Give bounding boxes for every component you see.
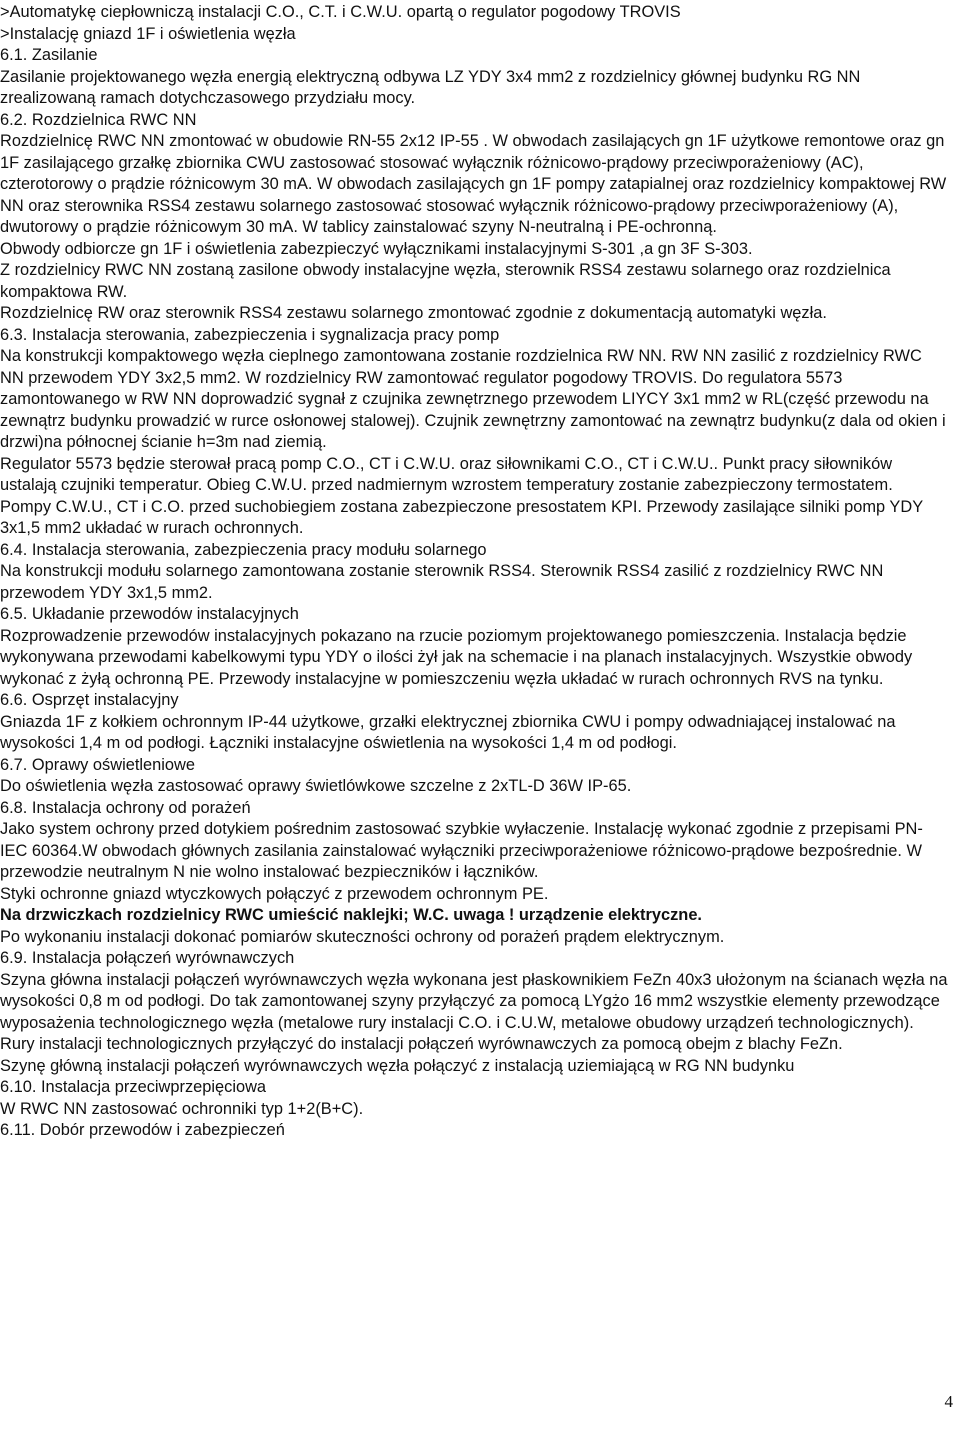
paragraph-measurements: Po wykonaniu instalacji dokonać pomiarów skuteczności ochrony od porażeń prądem elektrycznym. [0, 927, 725, 946]
section-heading-6-6: 6.6. Osprzęt instalacyjny [0, 691, 179, 709]
document-body [0, 2, 948, 1142]
section-heading-6-1: 6.1. Zasilanie [0, 46, 98, 64]
paragraph-solar-module: Na konstrukcji modułu solarnego zamontowana zostanie sterownik RSS4. Sterownik RSS4 zasilić z rozdzielnicy RWC NN przewodem YDY 3x1,5 mm2. [0, 562, 884, 602]
paragraph-rwc-feeds: Z rozdzielnicy RWC NN zostaną zasilone obwody instalacyjne węzła, sterownik RSS4 zestawu solarnego oraz rozdzielnica kompaktowa RW. [0, 261, 891, 301]
paragraph-luminaires: Do oświetlenia węzła zastosować oprawy świetlówkowe szczelne z 2xTL-D 36W IP-65. [0, 777, 632, 795]
paragraph-accessories: Gniazda 1F z kołkiem ochronnym IP-44 użytkowe, grzałki elektrycznej zbiornika CWU i pompy odwadniającej instalować na wysokości 1,4 m od podłogi. Łączniki instalacyjne oświetlenia na wysokości 1,4 m od podłogi. [0, 712, 896, 752]
section-heading-6-9: 6.9. Instalacja połączeń wyrównawczych [0, 949, 295, 967]
paragraph-earthing-connection: Szynę główną instalacji połączeń wyrównawczych węzła połączyć z instalacją uziemiającą w RG NN budynku [0, 1056, 795, 1075]
paragraph-protective-contacts: Styki ochronne gniazd wtyczkowych połączyć z przewodem ochronnym PE. [0, 884, 549, 903]
paragraph-surge-arresters: W RWC NN zastosować ochronniki typ 1+2(B+C). [0, 1099, 364, 1118]
section-heading-6-3: 6.3. Instalacja sterowania, zabezpieczenia i sygnalizacja pracy pomp [0, 325, 500, 344]
header-line-automation: >Automatykę ciepłowniczą instalacji C.O., C.T. i C.W.U. opartą o regulator pogodowy TROVIS [0, 3, 681, 21]
paragraph-pump-control: Na konstrukcji kompaktowego węzła cieplnego zamontowana zostanie rozdzielnica RW NN. RW NN zasilić z rozdzielnicy RWC NN przewodem YDY 3x2,5 mm2. W rozdzielnicy RW zamontować regulator pogodowy TROVIS. Do regulatora 5573 zamontowanego w RW NN doprowadzić sygnał z czujnika zewnętrznego przewodem LIYCY 3x1 mm2 w RL(część przewodu na zewnątrz budynku prowadzić w rurce osłonowej stalowej). Czujnik zewnętrzny zamontować na zewnątrz budynku(z dala od okien i drzwi)na północnej ścianie h=3m nad ziemią. [0, 347, 946, 451]
section-heading-6-10: 6.10. Instalacja przeciwprzepięciowa [0, 1078, 267, 1096]
paragraph-power-supply: Zasilanie projektowanego węzła energią elektryczną odbywa LZ YDY 3x4 mm2 z rozdzielnicy głównej budynku RG NN zrealizowaną ramach dotychczasowego przydziału mocy. [0, 67, 861, 107]
section-heading-6-5: 6.5. Układanie przewodów instalacyjnych [0, 605, 299, 623]
paragraph-rwc-switchboard: Rozdzielnicę RWC NN zmontować w obudowie RN-55 2x12 IP-55 . W obwodach zasilających gn 1F użytkowe remontowe oraz gn 1F zasilającego grzałkę zbiornika CWU zastosować stosować wyłącznik różnicowo-prądowy przeciwporażeniowy (AC), czterotorowy o prądzie różnicowym 30 mA. W obwodach zasilających gn 1F pompy zatapialnej oraz rozdzielnicy kompaktowej RW NN oraz sterownika RSS4 zestawu solarnego zastosować stosować wyłącznik różnicowo-prądowy przeciwporażeniowy (A), dwutorowy o prądzie różnicowym 30 mA. W tablicy zainstalować szyny N-neutralną i PE-ochronną. [0, 132, 947, 236]
paragraph-shock-protection: Jako system ochrony przed dotykiem pośrednim zastosować szybkie wyłaczenie. Instalację wykonać zgodnie z przepisami PN-IEC 60364.W obwodach głównych zasilania zainstalować wyłączniki przeciwporażeniowe różnicowo-prądowe bezpośrednie. W przewodzie neutralnym N nie wolno instalować bezpieczników i łączników. [0, 820, 923, 881]
paragraph-equipotential-bar: Szyna główna instalacji połączeń wyrównawczych węzła wykonana jest płaskownikiem FeZn 40x3 ułożonym na ścianach węzła na wysokości 0,8 m od podłogi. Do tak zamontowanej szyny przyłączyć za pomocą LYgżo 16 mm2 wszystkie elementy przewodzące wyposażenia technologicznego węzła (metalowe rury instalacji C.O. i C.U.W, metalowe obudowy urządzeń technologicznych). Rury instalacji technologicznych przyłączyć do instalacji połączeń wyrównawczych za pomocą obejm z blachy FeZn. [0, 970, 948, 1053]
section-heading-6-7: 6.7. Oprawy oświetleniowe [0, 755, 195, 774]
paragraph-cable-routing: Rozprowadzenie przewodów instalacyjnych pokazano na rzucie poziomym projektowanego pomieszczenia. Instalacja będzie wykonywana przewodami kabelkowymi typu YDY o ilości żył jak na schemacie i na planach instalacyjnych. Wszystkie obwody wykonać z żyłą ochronną PE. Przewody instalacyjne w pomieszczeniu węzła układać w rurach ochronnych RVS na tynku. [0, 626, 913, 688]
section-heading-6-2: 6.2. Rozdzielnica RWC NN [0, 110, 197, 129]
section-heading-6-8: 6.8. Instalacja ochrony od porażeń [0, 798, 251, 817]
paragraph-rw-assembly: Rozdzielnicę RW oraz sterownik RSS4 zestawu solarnego zmontować zgodnie z dokumentacją automatyki węzła. [0, 304, 827, 322]
paragraph-regulator: Regulator 5573 będzie sterował pracą pomp C.O., CT i C.W.U. oraz siłownikami C.O., CT i C.W.U.. Punkt pracy siłowników ustalają czujniki temperatur. Obieg C.W.U. przed nadmiernym wzrostem temperatury zostanie zabezpieczony termostatem. Pompy C.W.U., CT i C.O. przed suchobiegiem zostana zabezpieczone presostatem KPI. Przewody zasilające silniki pomp YDY 3x1,5 mm2 układać w rurach ochronnych. [0, 454, 923, 537]
page-number: 4 [944, 1392, 953, 1411]
header-line-sockets: >Instalację gniazd 1F i oświetlenia węzła [0, 24, 296, 43]
warning-label-line: Na drzwiczkach rozdzielnicy RWC umieścić naklejki; W.C. uwaga ! urządzenie elektryczne. [0, 906, 702, 924]
section-heading-6-4: 6.4. Instalacja sterowania, zabezpieczenia pracy modułu solarnego [0, 540, 487, 559]
section-heading-6-11: 6.11. Dobór przewodów i zabezpieczeń [0, 1121, 285, 1139]
paragraph-circuit-protection: Obwody odbiorcze gn 1F i oświetlenia zabezpieczyć wyłącznikami instalacyjnymi S-301 ,a gn 3F S-303. [0, 239, 753, 258]
